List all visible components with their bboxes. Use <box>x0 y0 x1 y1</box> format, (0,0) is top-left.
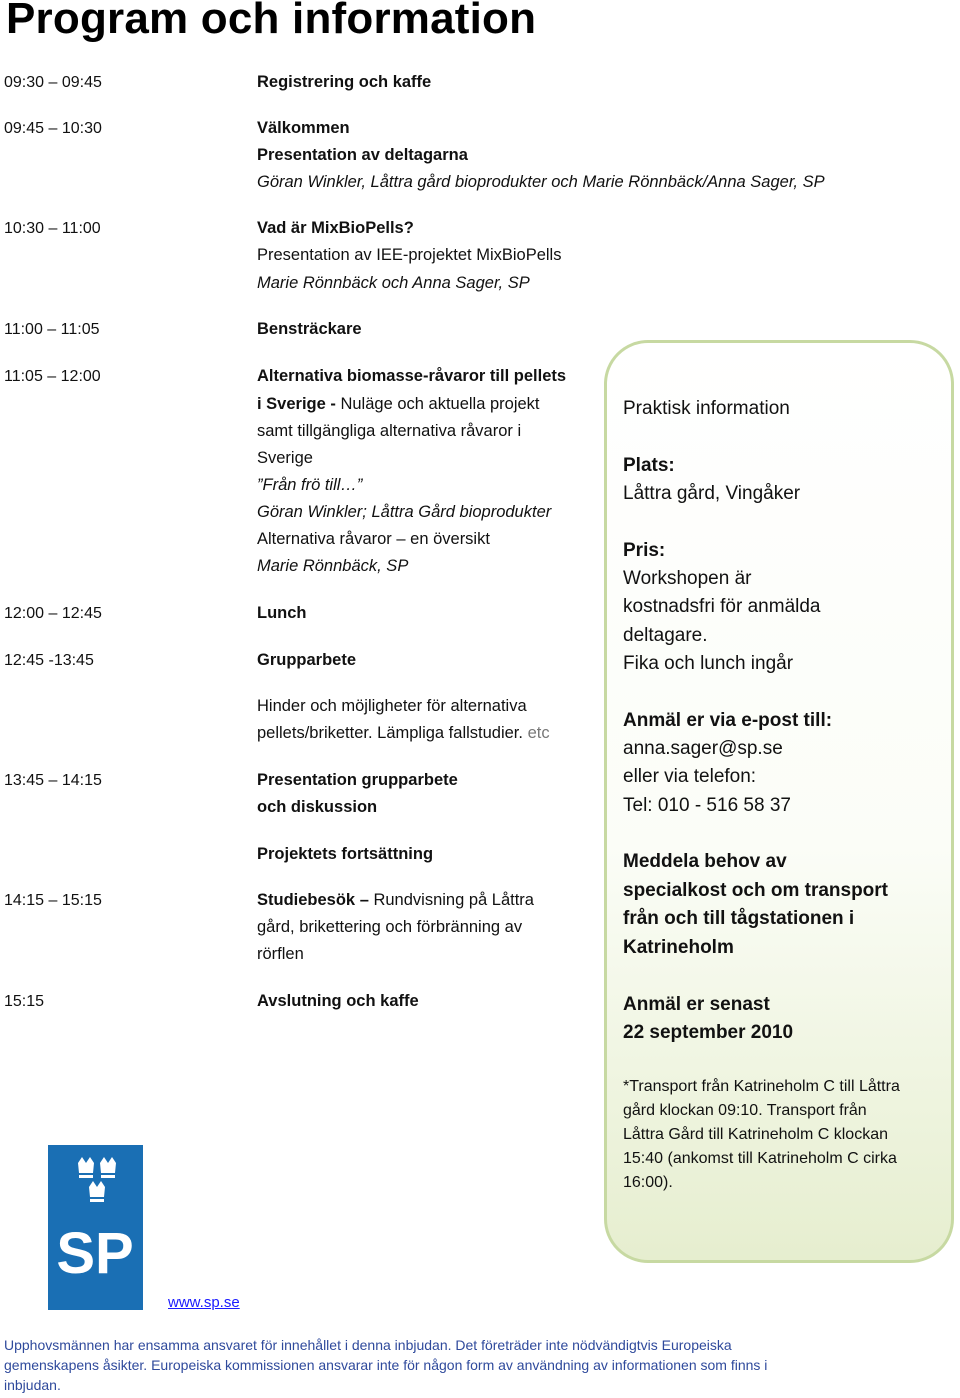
logo-text: SP <box>56 1221 134 1286</box>
agenda-speaker: Göran Winkler; Låttra Gård bioprodukter <box>257 503 552 521</box>
agenda-line: och diskussion <box>257 798 378 816</box>
agenda-line-rest: Nuläge och aktuella projekt <box>340 395 540 413</box>
agenda-speaker: Marie Rönnbäck och Anna Sager, SP <box>257 274 530 292</box>
notify-line: Meddela behov av <box>623 851 787 872</box>
time-slot: 14:15 – 15:15 <box>4 892 102 909</box>
agenda-line: Alternativa biomasse-råvaror till pellets <box>257 367 567 385</box>
register-email: anna.sager@sp.se <box>623 738 783 759</box>
time-slot: 11:00 – 11:05 <box>4 321 100 338</box>
transport-line: gård klockan 09:10. Transport från <box>623 1102 867 1119</box>
agenda-line: Avslutning och kaffe <box>257 992 419 1010</box>
agenda-line: Presentation av deltagarna <box>257 146 468 164</box>
time-slot: 12:45 -13:45 <box>4 652 94 669</box>
agenda-line: Lunch <box>257 604 307 622</box>
agenda-line <box>257 724 550 743</box>
price-line: deltagare. <box>623 625 708 646</box>
time-slot: 11:05 – 12:00 <box>4 368 101 385</box>
time-slot: 10:30 – 11:00 <box>4 220 101 237</box>
agenda-line-bold: Studiebesök – <box>257 891 374 909</box>
agenda-line: samt tillgängliga alternativa råvaror i <box>257 422 522 440</box>
website-link[interactable]: www.sp.se <box>168 1294 240 1311</box>
agenda-line-bold: i Sverige - <box>257 395 341 413</box>
time-slot: 09:45 – 10:30 <box>4 120 102 137</box>
agenda-line: ”Från frö till…” <box>257 476 363 494</box>
register-phone: Tel: 010 - 516 58 37 <box>623 795 791 816</box>
price-line: Workshopen är <box>623 568 752 589</box>
transport-line: *Transport från Katrineholm C till Låttra <box>623 1078 900 1095</box>
disclaimer-line: Upphovsmännen har ensamma ansvaret för innehållet i denna inbjudan. Det företräder inte nödvändigtvis Europeiska <box>4 1337 732 1353</box>
time-slot: 09:30 – 09:45 <box>4 74 102 91</box>
info-heading: Praktisk information <box>623 398 790 419</box>
agenda-line: Vad är MixBioPells? <box>257 219 414 237</box>
agenda-line <box>257 891 534 910</box>
price-line: kostnadsfri för anmälda <box>623 596 821 617</box>
disclaimer-line: gemenskapens åsikter. Europeiska kommissionen ansvarar inte för någon form av användning av informationen som finns i <box>4 1357 768 1373</box>
agenda-line-rest: Rundvisning på Låttra <box>373 891 534 909</box>
disclaimer-line: inbjudan. <box>4 1377 61 1393</box>
deadline-label: Anmäl er senast <box>623 994 770 1015</box>
place-value: Låttra gård, Vingåker <box>623 483 801 504</box>
notify-line: specialkost och om transport <box>623 880 889 901</box>
agenda-speaker: Marie Rönnbäck, SP <box>257 557 409 575</box>
agenda-line: Alternativa råvaror – en översikt <box>257 530 490 548</box>
time-slot: 15:15 <box>4 993 45 1010</box>
agenda-line: Välkommen <box>257 119 350 137</box>
agenda-line: Grupparbete <box>257 651 357 669</box>
agenda-speaker: Göran Winkler, Låttra gård bioprodukter och Marie Rönnbäck/Anna Sager, SP <box>257 173 825 191</box>
price-line: Fika och lunch ingår <box>623 653 794 674</box>
transport-line: Låttra Gård till Katrineholm C klockan <box>623 1126 888 1143</box>
agenda-line <box>257 395 540 414</box>
notify-line: Katrineholm <box>623 937 734 958</box>
agenda-line: Bensträckare <box>257 320 362 338</box>
agenda-line: Hinder och möjligheter för alternativa <box>257 697 527 715</box>
sp-logo <box>48 1145 143 1310</box>
agenda-line: rörflen <box>257 945 304 963</box>
transport-line: 15:40 (ankomst till Katrineholm C cirka <box>623 1150 897 1167</box>
transport-line: 16:00). <box>623 1174 673 1191</box>
agenda-line-muted: etc <box>527 724 550 742</box>
agenda-line-text: pellets/briketter. Lämpliga fallstudier. <box>257 724 528 742</box>
agenda-line: Sverige <box>257 449 313 467</box>
register-line: eller via telefon: <box>623 766 757 787</box>
agenda-line: Presentation av IEE-projektet MixBioPells <box>257 246 562 264</box>
agenda-line: Registrering och kaffe <box>257 73 432 91</box>
time-slot: 13:45 – 14:15 <box>4 772 102 789</box>
page-title: Program och information <box>6 0 537 43</box>
time-slot: 12:00 – 12:45 <box>4 605 102 622</box>
price-label: Pris: <box>623 540 666 561</box>
agenda-line: Presentation grupparbete <box>257 771 458 789</box>
register-label: Anmäl er via e-post till: <box>623 710 833 731</box>
notify-line: från och till tågstationen i <box>623 908 855 929</box>
deadline-date: 22 september 2010 <box>623 1022 794 1043</box>
agenda-line: gård, brikettering och förbränning av <box>257 918 523 936</box>
place-label: Plats: <box>623 455 675 476</box>
agenda-line: Projektets fortsättning <box>257 845 434 863</box>
